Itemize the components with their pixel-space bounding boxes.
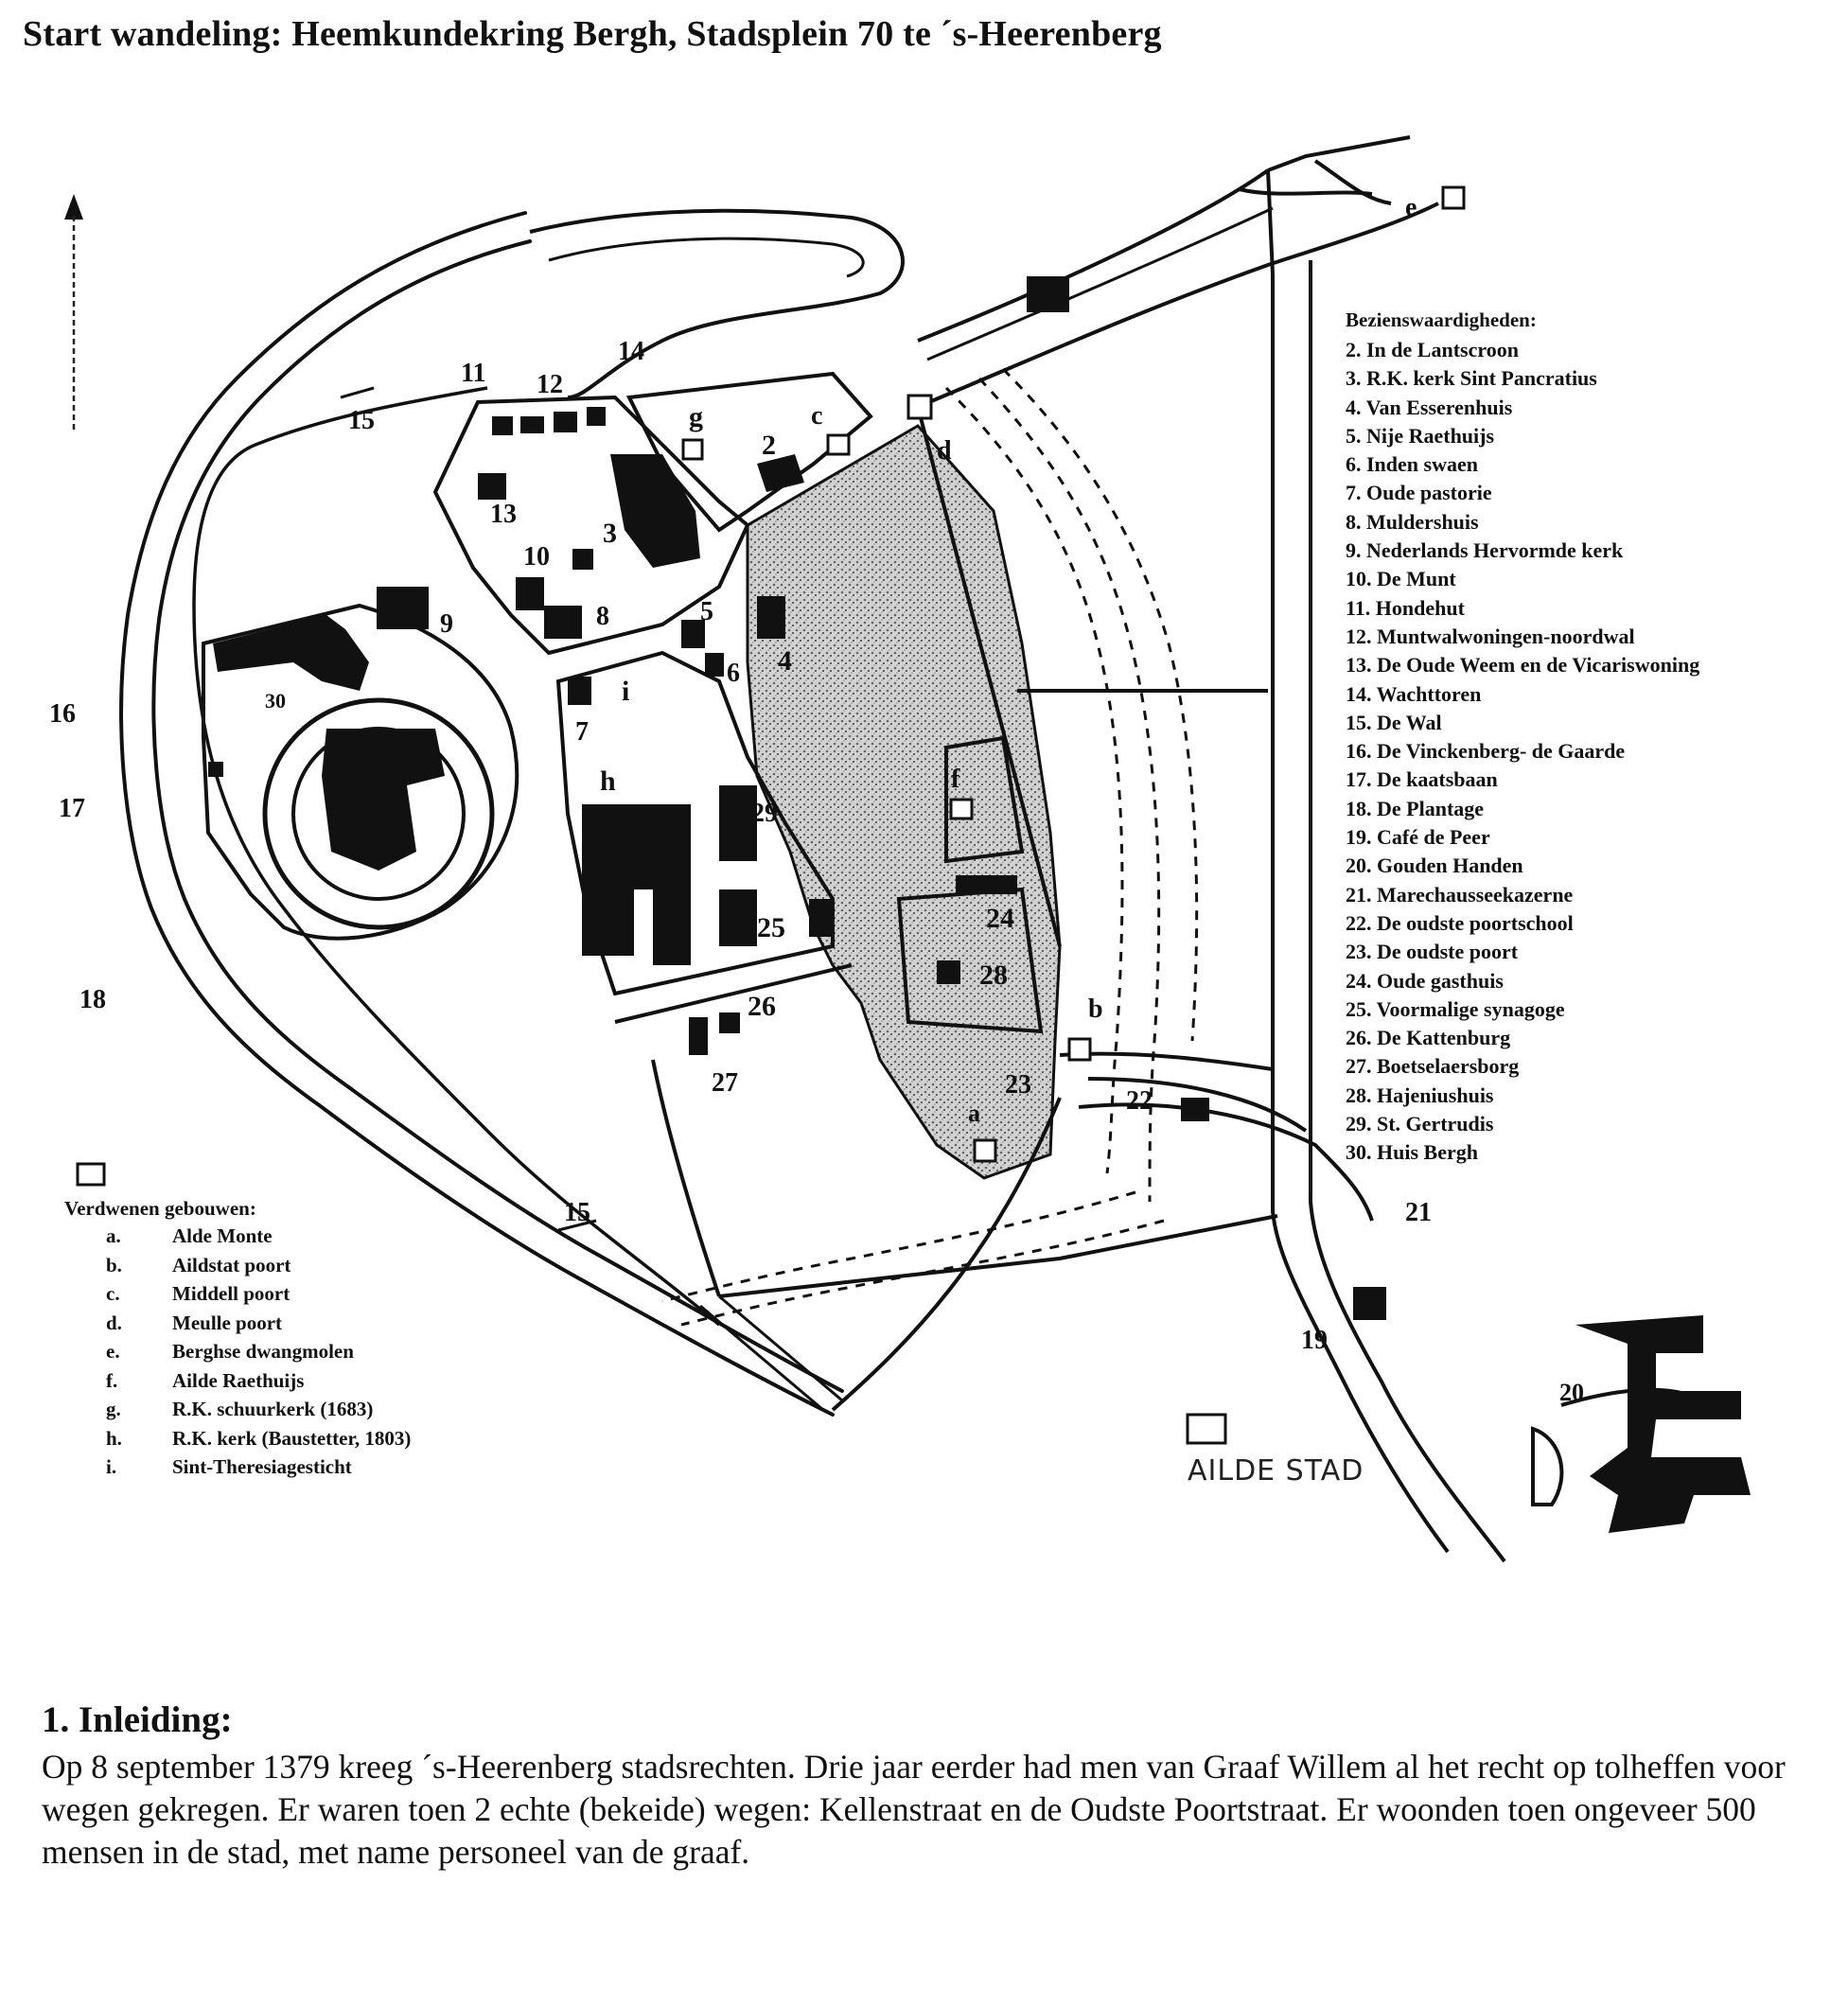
legend-gone-item: i. Sint-Theresiagesticht [106, 1455, 352, 1478]
legend-sight-item: 11. Hondehut [1346, 595, 1465, 620]
map-label-22: 22 [1126, 1086, 1153, 1116]
map-label-25: 25 [757, 912, 785, 943]
legend-sight-item: 23. De oudste poort [1346, 940, 1519, 964]
map-label-f: f [951, 765, 960, 794]
map-label-28: 28 [979, 959, 1008, 991]
legend-sight-item: 7. Oude pastorie [1346, 481, 1492, 505]
legend-sight-item: 25. Voormalige synagoge [1346, 996, 1565, 1021]
map-label-15-south: 15 [564, 1198, 590, 1227]
map-label-30-top: 30 [265, 689, 286, 713]
legend-sight-item: 9. Nederlands Hervormde kerk [1346, 538, 1624, 563]
legend-sight-item: 16. De Vinckenberg- de Gaarde [1346, 739, 1626, 764]
map-label-17: 17 [59, 794, 85, 823]
legend-sight-item: 29. St. Gertrudis [1346, 1112, 1494, 1136]
legend-sight-item: 26. De Kattenburg [1346, 1026, 1511, 1050]
map-label-26: 26 [748, 991, 776, 1022]
map-label-13: 13 [490, 500, 517, 529]
map-label-6: 6 [727, 659, 740, 688]
map-label-16: 16 [49, 699, 76, 729]
map-label-d: d [937, 436, 952, 466]
legend-sights [1346, 308, 1838, 1168]
legend-sight-item: 30. Huis Bergh [1346, 1140, 1478, 1165]
legend-gone-buildings [66, 1195, 511, 1482]
map-label-15-north: 15 [348, 406, 375, 435]
legend-sight-item: 28. Hajeniushuis [1346, 1083, 1494, 1107]
legend-gone-item: d. Meulle poort [106, 1311, 283, 1334]
map-label-i: i [622, 676, 630, 707]
map-label-a: a [968, 1100, 980, 1127]
legend-sight-item: 14. Wachttoren [1346, 681, 1482, 706]
legend-sight-item: 21. Marechausseekazerne [1346, 882, 1574, 907]
legend-sight-item: 13. De Oude Weem en de Vicariswoning [1346, 653, 1700, 678]
legend-sight-item: 2. In de Lantscroon [1346, 338, 1519, 361]
intro-section [42, 1699, 1821, 1874]
huis-bergh-castle [203, 606, 517, 939]
map-label-g: g [689, 401, 703, 432]
map-label-h: h [600, 766, 616, 797]
legend-sight-item: 27. Boetselaersborg [1346, 1054, 1520, 1079]
map-label-19: 19 [1301, 1326, 1328, 1355]
legend-sight-item: 5. Nije Raethuijs [1346, 423, 1495, 448]
legend-sight-item: 22. De oudste poortschool [1346, 910, 1574, 935]
legend-gone-item: c. Middell poort [106, 1282, 290, 1305]
map-label-10: 10 [523, 542, 550, 572]
legend-sight-item: 12. Muntwalwoningen-noordwal [1346, 624, 1635, 648]
map-label-12: 12 [537, 370, 563, 399]
legend-gone-item: e. Berghse dwangmolen [106, 1340, 354, 1363]
map-label-18: 18 [79, 985, 106, 1014]
map-label-20: 20 [1559, 1379, 1584, 1406]
map-label-24: 24 [986, 903, 1014, 934]
map-label-e: e [1405, 193, 1417, 222]
legend-sight-item: 6. Inden swaen [1346, 452, 1478, 477]
map-label-3: 3 [603, 518, 617, 549]
map-label-4: 4 [778, 645, 792, 677]
ailde-stad-label: AILDE STAD [1188, 1454, 1364, 1488]
map-label-c: c [811, 401, 823, 431]
map-label-2: 2 [762, 430, 776, 461]
legend-sight-item: 15. De Wal [1346, 710, 1442, 734]
map-label-21: 21 [1405, 1198, 1432, 1227]
map-label-5: 5 [700, 597, 713, 626]
legend-gone-item: g. R.K. schuurkerk (1683) [106, 1398, 374, 1420]
legend-sight-item: 8. Muldershuis [1346, 509, 1479, 534]
legend-sight-item: 18. De Plantage [1346, 796, 1485, 820]
map-label-23: 23 [1005, 1070, 1031, 1100]
legend-gone-item: h. R.K. kerk (Baustetter, 1803) [106, 1426, 412, 1450]
legend-sights-heading: Bezienswaardigheden: [1346, 308, 1537, 331]
legend-sight-item: 17. De kaatsbaan [1346, 767, 1498, 792]
legend-sight-item: 10. De Munt [1346, 567, 1456, 591]
legend-sight-item: 24. Oude gasthuis [1346, 968, 1504, 993]
legend-sight-item: 20. Gouden Handen [1346, 854, 1523, 878]
north-arrow-icon [64, 194, 83, 431]
map-label-27: 27 [712, 1068, 738, 1098]
legend-gone-heading: Verdwenen gebouwen: [64, 1197, 256, 1220]
legend-sight-item: 4. Van Esserenhuis [1346, 395, 1513, 419]
map-label-29: 29 [751, 799, 778, 828]
map-label-30: 30 [331, 819, 361, 854]
map-label-14: 14 [618, 337, 644, 366]
map-label-11: 11 [461, 359, 486, 388]
legend-sight-item: 19. Café de Peer [1346, 825, 1490, 850]
legend-sight-item: 3. R.K. kerk Sint Pancratius [1346, 366, 1597, 391]
legend-gone-item: f. Ailde Raethuijs [106, 1368, 305, 1392]
map-label-9: 9 [440, 609, 453, 639]
legend-gone-item: a. Alde Monte [106, 1224, 273, 1247]
legend-gone-item: b. Aildstat poort [106, 1253, 291, 1276]
map-label-7: 7 [575, 717, 589, 747]
intro-heading: 1. Inleiding: [42, 1699, 233, 1740]
map-label-8: 8 [596, 602, 609, 631]
gouden-handen-building [1533, 1315, 1751, 1533]
intro-text: Op 8 september 1379 kreeg ´s-Heerenberg stadsrechten. Drie jaar eerder had men van Graaf Willem al het recht op tolheffen voor wegen gekregen. Er waren toen 2 echte (bekeide) wegen: Kellenstraat en de Oudste Poortstraat. Er woonden toen ongeveer 500 mensen in de stad, met name personeel van de graaf. [42, 1748, 1786, 1871]
map-label-b: b [1088, 995, 1103, 1024]
page-title: Start wandeling: Heemkundekring Bergh, Stadsplein 70 te ´s-Heerenberg [23, 14, 1162, 54]
